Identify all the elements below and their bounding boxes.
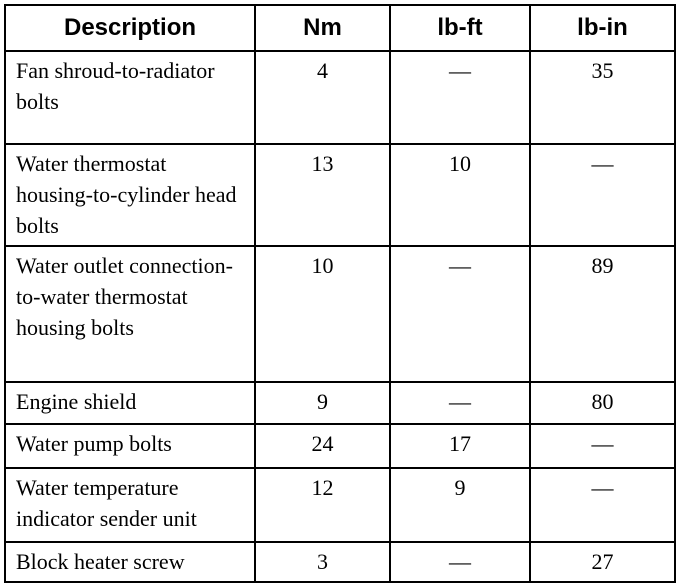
description-cell: Water temperature indicator sender unit	[5, 468, 255, 542]
nm-cell: 3	[255, 542, 390, 582]
lb-in-cell: —	[530, 424, 675, 468]
lb-in-cell: —	[530, 144, 675, 246]
table-row	[5, 542, 675, 582]
description-cell: Block heater screw	[5, 542, 255, 582]
lb-ft-cell: —	[390, 51, 530, 144]
header-lb-ft: lb-ft	[390, 5, 530, 51]
table-row	[5, 468, 675, 542]
table-row	[5, 424, 675, 468]
table-row	[5, 51, 675, 144]
table-row	[5, 246, 675, 382]
lb-ft-cell: —	[390, 542, 530, 582]
description-cell: Fan shroud-to-radiator bolts	[5, 51, 255, 144]
lb-in-cell: 35	[530, 51, 675, 144]
description-cell: Water outlet connection-to-water thermostat housing bolts	[5, 246, 255, 382]
lb-ft-cell: 9	[390, 468, 530, 542]
description-cell: Water pump bolts	[5, 424, 255, 468]
lb-in-cell: 80	[530, 382, 675, 424]
lb-ft-cell: —	[390, 246, 530, 382]
table-row	[5, 144, 675, 246]
nm-cell: 13	[255, 144, 390, 246]
description-cell: Engine shield	[5, 382, 255, 424]
lb-ft-cell: —	[390, 382, 530, 424]
nm-cell: 9	[255, 382, 390, 424]
lb-ft-cell: 10	[390, 144, 530, 246]
nm-cell: 12	[255, 468, 390, 542]
nm-cell: 10	[255, 246, 390, 382]
lb-in-cell: —	[530, 468, 675, 542]
nm-cell: 4	[255, 51, 390, 144]
nm-cell: 24	[255, 424, 390, 468]
lb-in-cell: 89	[530, 246, 675, 382]
header-description: Description	[5, 5, 255, 51]
lb-ft-cell: 17	[390, 424, 530, 468]
header-row	[5, 5, 675, 51]
table-row	[5, 382, 675, 424]
header-nm: Nm	[255, 5, 390, 51]
torque-spec-table	[4, 4, 676, 583]
description-cell: Water thermostat housing-to-cylinder head bolts	[5, 144, 255, 246]
lb-in-cell: 27	[530, 542, 675, 582]
header-lb-in: lb-in	[530, 5, 675, 51]
